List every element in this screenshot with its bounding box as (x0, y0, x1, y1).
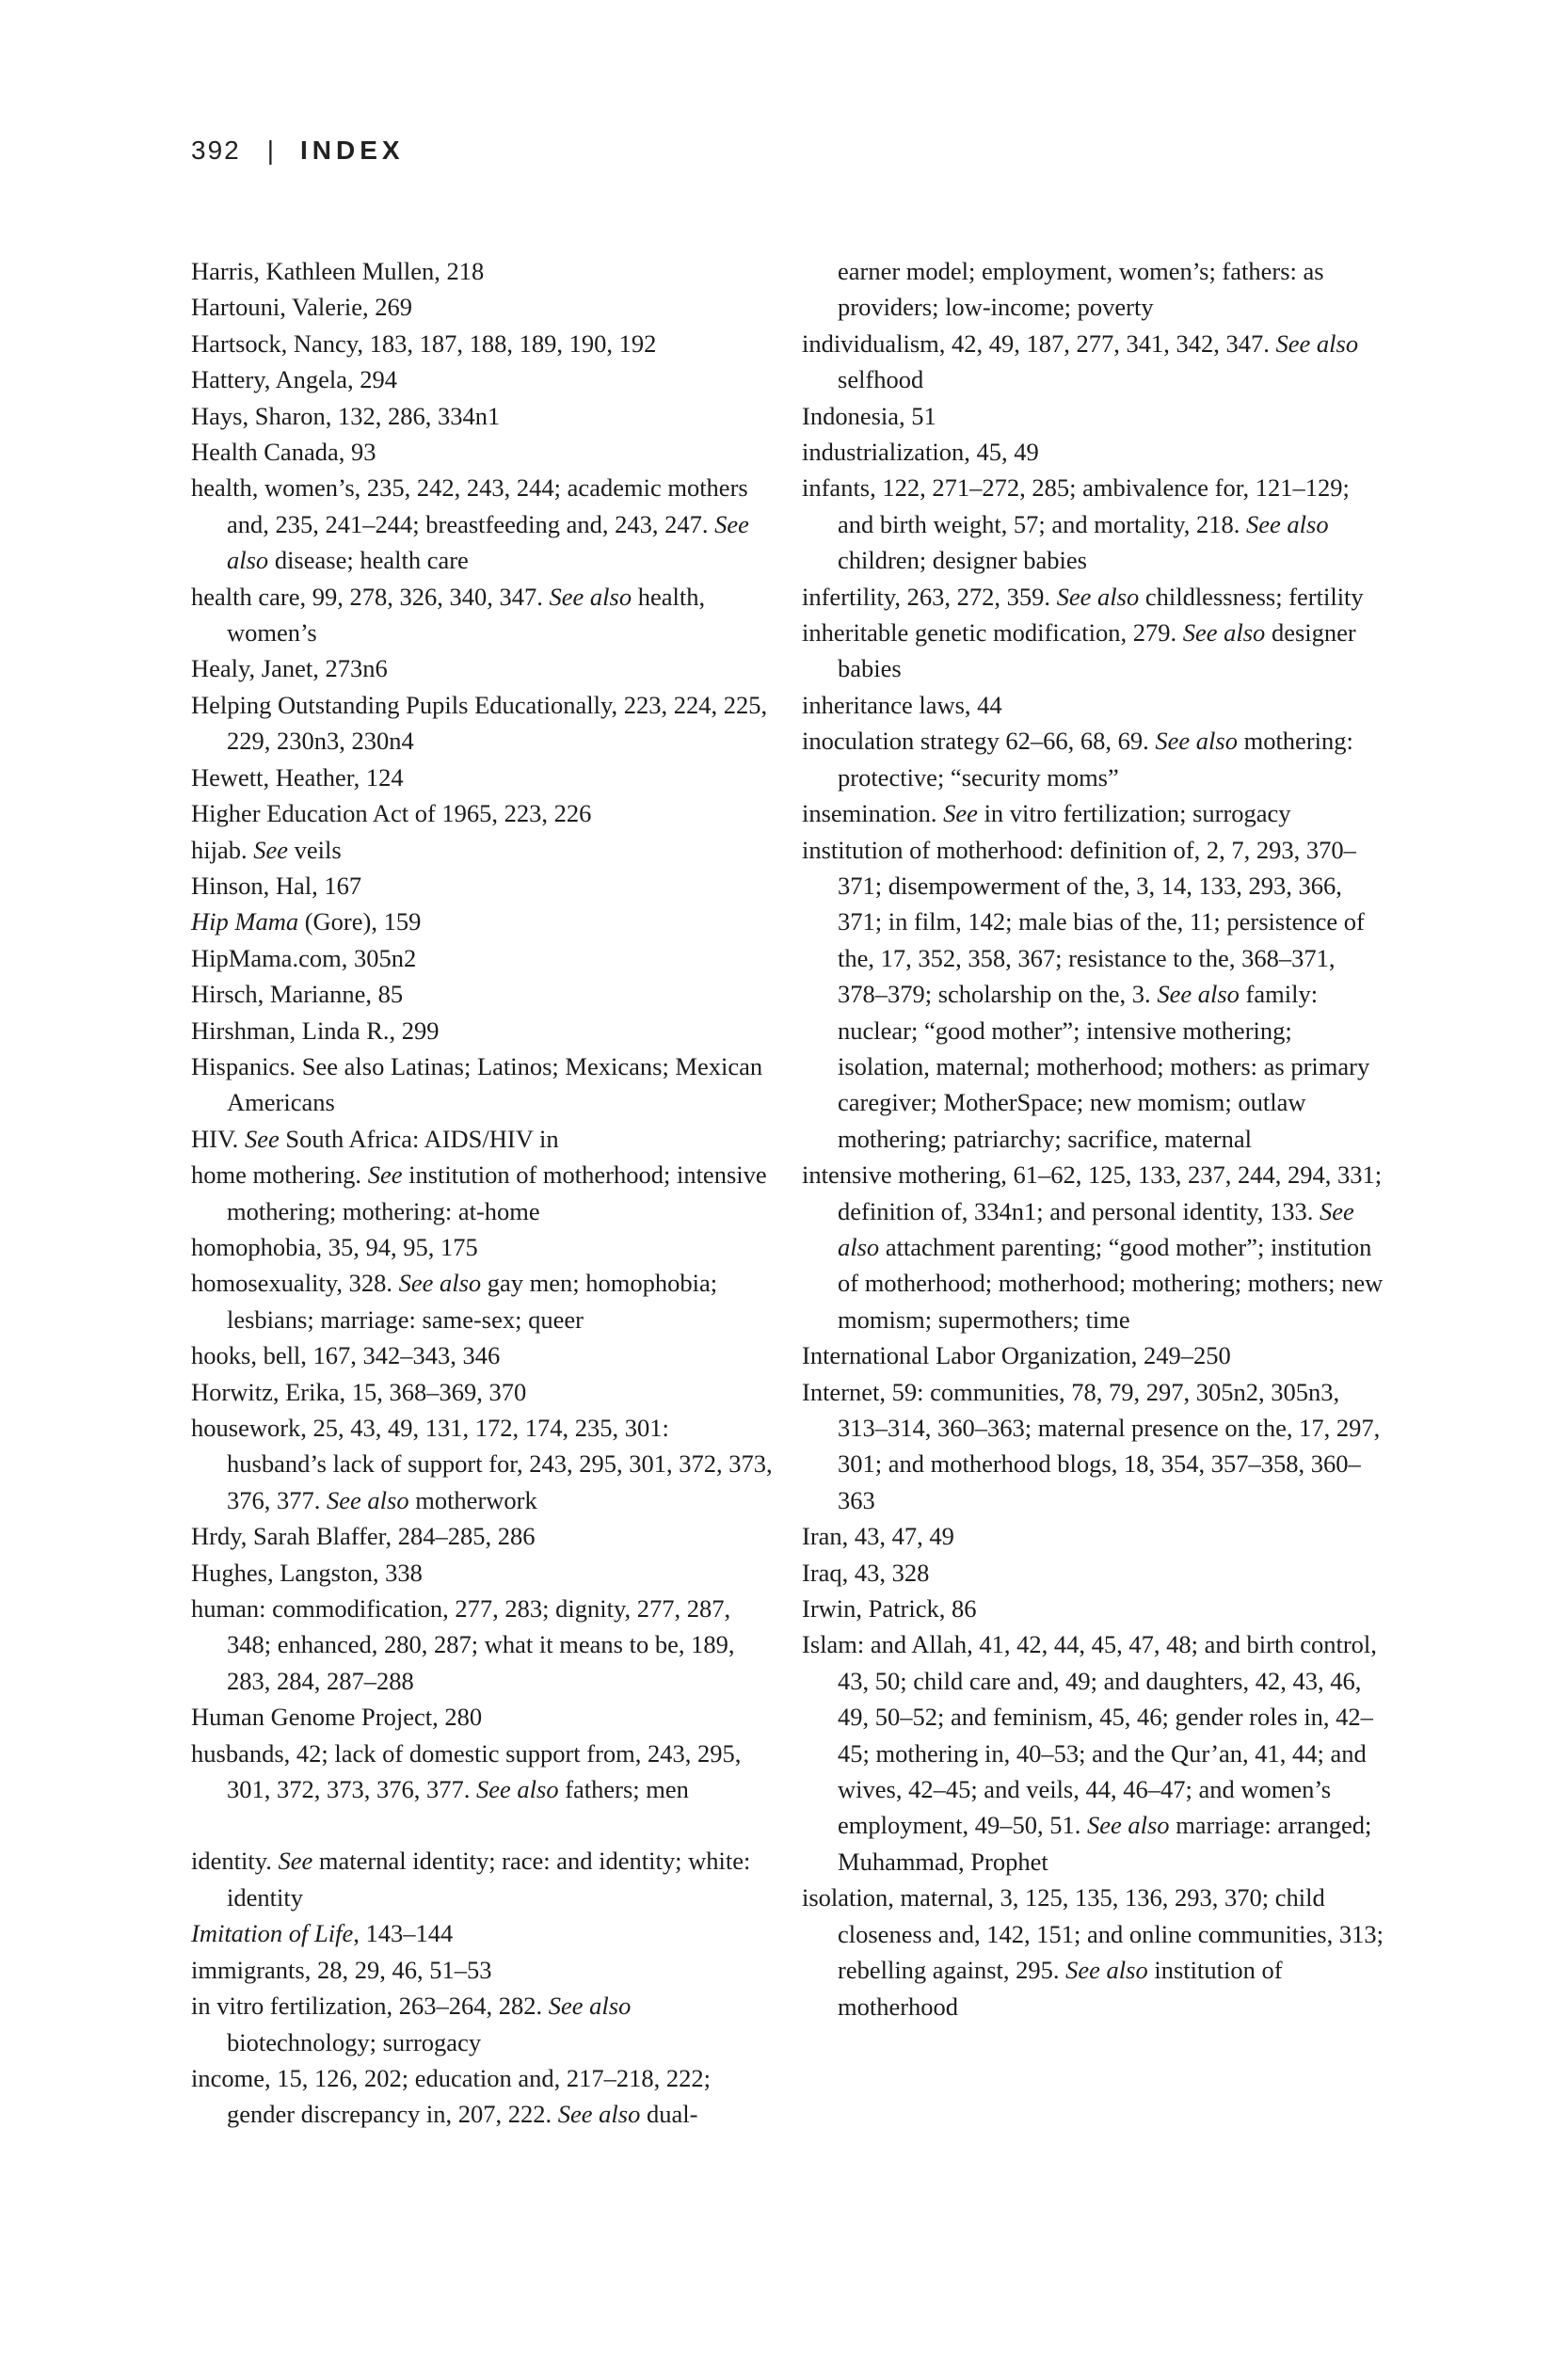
index-entry (191, 361, 775, 397)
index-entry (191, 832, 775, 868)
index-entry-italic-text: See (943, 799, 978, 828)
index-entry (802, 434, 1385, 470)
index-entry-text: inoculation strategy 62–66, 68, 69. (802, 727, 1156, 756)
index-entry (802, 398, 1385, 434)
index-entry-text: institution of motherhood; intensive mothering; mothering: at-home (227, 1160, 767, 1225)
index-entry-text: Internet, 59: communities, 78, 79, 297, 305n2, 305n3, 313–314, 360–363; maternal presence on the, 17, 297, 301; and motherhood blogs, 18, 354, 357–358, 360–363 (802, 1377, 1381, 1514)
index-entry-text: Human Genome Project, 280 (191, 1703, 483, 1732)
index-entry-text: hooks, bell, 167, 342–343, 346 (191, 1341, 501, 1370)
index-entry-italic-text: See also (548, 1992, 632, 2021)
index-entry-text: Horwitz, Erika, 15, 368–369, 370 (191, 1377, 527, 1406)
index-entry (802, 1591, 1385, 1626)
index-entry-text: in vitro fertilization; surrogacy (977, 799, 1291, 828)
index-entry-text: mothering: protective; “security moms” (838, 727, 1353, 792)
index-entry-text: children; designer babies (838, 546, 1087, 575)
index-entry (191, 760, 775, 795)
index-entry-text: Helping Outstanding Pupils Educationally, 223, 224, 225, 229, 230n3, 230n4 (191, 690, 768, 756)
index-entry (191, 1915, 775, 1951)
index-entry-text: in vitro fertilization, 263–264, 282. (191, 1992, 549, 2021)
index-entry-text: veils (288, 835, 342, 864)
index-entry-text: Higher Education Act of 1965, 223, 226 (191, 799, 592, 828)
index-entry-text: International Labor Organization, 249–250 (802, 1341, 1231, 1370)
index-entry-text: maternal identity; race: and identity; white: identity (227, 1847, 751, 1912)
index-entry-text: health, women’s (227, 582, 706, 648)
index-entry-text: , 143–144 (353, 1919, 454, 1948)
index-entry-text: (Gore), 159 (298, 907, 422, 936)
index-entry (191, 976, 775, 1012)
index-entry (191, 1952, 775, 1988)
index-entry (802, 615, 1385, 687)
index-entry (191, 795, 775, 831)
index-entry (191, 1988, 775, 2060)
index-entry-text: institution of motherhood: definition of, 2, 7, 293, 370–371; disempowerment of the, 3, 14, 133, 293, 366, 371; in film, 142; male bias of the, 11; persistence of the, 17, 352, 358, 367; resistance to the, 368–371, 378–379; scholarship on the, 3. (802, 835, 1365, 1009)
index-entry-text: Hirsch, Marianne, 85 (191, 980, 404, 1009)
index-entry (191, 1265, 775, 1337)
index-entry (802, 1555, 1385, 1591)
index-entry-text: industrialization, 45, 49 (802, 438, 1039, 467)
index-entry-text: Hughes, Langston, 338 (191, 1558, 423, 1587)
index-entry-text: Hirshman, Linda R., 299 (191, 1016, 440, 1045)
index-entry (191, 1555, 775, 1591)
index-entry-text: Irwin, Patrick, 86 (802, 1594, 977, 1624)
index-entry-text: Hattery, Angela, 294 (191, 365, 398, 394)
index-entry (191, 470, 775, 578)
index-entry-text: income, 15, 126, 202; education and, 217–218, 222; gender discrepancy in, 207, 222. (191, 2063, 711, 2129)
index-entry (802, 470, 1385, 578)
index-entry-text: family: nuclear; “good mother”; intensive mothering; isolation, maternal; motherhood; mothers: as primary caregiver; MotherSpace; new momism; outlaw mothering; patriarchy; sacrifice, maternal (838, 980, 1370, 1153)
index-entry-text: intensive mothering, 61–62, 125, 133, 237, 244, 294, 331; definition of, 334n1; and personal identity, 133. (802, 1160, 1383, 1225)
index-entry (191, 940, 775, 976)
index-entry (191, 1591, 775, 1699)
index-entry (802, 795, 1385, 831)
index-entry (802, 832, 1385, 1158)
index-entry-text: hijab. (191, 835, 254, 864)
index-entry-text: Hartsock, Nancy, 183, 187, 188, 189, 190, 192 (191, 328, 657, 358)
index-entry-text: dual- (640, 2100, 698, 2129)
index-entry (802, 1518, 1385, 1554)
index-entry (802, 723, 1385, 795)
index-entry-text: homosexuality, 328. (191, 1269, 399, 1298)
index-entry (802, 1880, 1385, 2024)
index-entry-text: infertility, 263, 272, 359. (802, 582, 1057, 611)
index-entry (191, 1048, 775, 1121)
index-entry-text: Indonesia, 51 (802, 401, 936, 430)
index-entry-text: attachment parenting; “good mother”; institution of motherhood; motherhood; mothering; mothers; new momism; supermothers; time (838, 1232, 1384, 1334)
index-entry (191, 1157, 775, 1229)
index-column-right (802, 253, 1385, 2024)
index-entry (191, 1229, 775, 1265)
index-entry-text: Hartouni, Valerie, 269 (191, 293, 413, 322)
index-entry-text: Iraq, 43, 328 (802, 1558, 930, 1587)
index-entry-text: HipMama.com, 305n2 (191, 943, 417, 972)
index-entry-text: inheritable genetic modification, 279. (802, 618, 1183, 648)
index-entry-text: Hispanics. See also Latinas; Latinos; Mexicans; Mexican Americans (191, 1051, 763, 1117)
index-entry-text: identity. (191, 1847, 279, 1876)
index-entry (802, 1374, 1385, 1519)
index-entry (191, 1518, 775, 1554)
index-entry-italic-text: See also (1065, 1956, 1148, 1985)
index-entry-text: immigrants, 28, 29, 46, 51–53 (191, 1955, 492, 1984)
index-entry-text: earner model; employment, women’s; fathers: as providers; low-income; poverty (838, 257, 1324, 322)
index-entry (802, 253, 1385, 326)
index-entry-text: Healy, Janet, 273n6 (191, 654, 388, 683)
index-entry (191, 1121, 775, 1157)
index-entry-text: selfhood (838, 365, 924, 394)
index-entry (191, 868, 775, 904)
index-entry (802, 1157, 1385, 1337)
section-title: INDEX (300, 136, 405, 165)
index-entry (191, 1843, 775, 1915)
index-column-left (191, 253, 775, 2133)
index-entry-text: husbands, 42; lack of domestic support from, 243, 295, 301, 372, 373, 376, 377. (191, 1738, 742, 1804)
index-entry-text: infants, 122, 271–272, 285; ambivalence for, 121–129; and birth weight, 57; and mortality, 218. (802, 473, 1350, 538)
index-entry (191, 2060, 775, 2133)
index-entry (191, 687, 775, 760)
index-entry-italic-text: Imitation of Life (191, 1919, 354, 1948)
index-entry (802, 687, 1385, 723)
index-entry-text: Hays, Sharon, 132, 286, 334n1 (191, 401, 501, 430)
index-entry-text: HIV. (191, 1124, 245, 1153)
index-entry-text: Health Canada, 93 (191, 438, 376, 467)
page-number: 392 (191, 136, 241, 165)
index-entry-italic-text: See also (838, 1196, 1354, 1261)
index-entry-text: childlessness; fertility (1139, 582, 1364, 611)
index-entry-italic-text: See (278, 1847, 313, 1876)
index-entry-text: human: commodification, 277, 283; dignity, 277, 287, 348; enhanced, 280, 287; what it means to be, 189, 283, 284, 287–288 (191, 1594, 735, 1695)
index-entry-italic-text: See also (549, 582, 632, 611)
index-entry-italic-text: See also (1275, 328, 1359, 358)
index-entry-italic-text: See also (227, 509, 749, 575)
index-entry (191, 289, 775, 325)
index-entry (191, 253, 775, 289)
index-entry-text: Iran, 43, 47, 49 (802, 1522, 954, 1551)
index-entry-italic-text: See (253, 835, 289, 864)
index-entry-italic-text: See also (1086, 1811, 1170, 1840)
index-entry-text: individualism, 42, 49, 187, 277, 341, 342, 347. (802, 328, 1276, 358)
index-entry-italic-text: See (244, 1124, 280, 1153)
index-entry (191, 1699, 775, 1735)
index-entry-italic-text: See also (327, 1485, 409, 1514)
index-entry (191, 434, 775, 470)
running-header (191, 136, 405, 166)
index-entry-text: gay men; homophobia; lesbians; marriage: same-sex; queer (227, 1269, 718, 1334)
index-entry-italic-text: Hip Mama (191, 907, 299, 936)
index-entry-text: Harris, Kathleen Mullen, 218 (191, 257, 485, 285)
index-entry-text: health, women’s, 235, 242, 243, 244; academic mothers and, 235, 241–244; breastfeeding and, 243, 247. (191, 473, 748, 538)
index-entry (802, 579, 1385, 615)
index-entry (191, 1374, 775, 1410)
index-entry-italic-text: See also (1246, 509, 1329, 538)
index-entry-text: marriage: arranged; Muhammad, Prophet (838, 1811, 1372, 1876)
index-entry-italic-text: See also (1056, 582, 1140, 611)
index-entry-italic-text: See (367, 1160, 403, 1190)
index-entry-text: institution of motherhood (838, 1956, 1283, 2021)
index-entry-italic-text: See also (1155, 727, 1238, 756)
index-entry (191, 650, 775, 686)
index-entry-text: Hinson, Hal, 167 (191, 871, 362, 900)
index-entry-text: motherwork (408, 1485, 537, 1514)
index-entry-text: Hewett, Heather, 124 (191, 762, 404, 792)
index-entry-italic-text: See also (1182, 618, 1266, 648)
index-entry-text: health care, 99, 278, 326, 340, 347. (191, 582, 550, 611)
index-entry (191, 1337, 775, 1373)
index-entry-italic-text: See also (398, 1269, 482, 1298)
index-entry (191, 398, 775, 434)
index-entry-text: designer babies (838, 618, 1356, 683)
index-entry-text: inheritance laws, 44 (802, 690, 1002, 719)
index-entry (191, 1736, 775, 1808)
index-entry-text: insemination. (802, 799, 944, 828)
index-entry (191, 1410, 775, 1518)
index-entry-text: disease; health care (268, 546, 469, 575)
index-entry-text: South Africa: AIDS/HIV in (279, 1124, 559, 1153)
index-entry-text: Hrdy, Sarah Blaffer, 284–285, 286 (191, 1522, 536, 1551)
index-entry (191, 326, 775, 361)
index-entry (191, 579, 775, 651)
index-entry-text: isolation, maternal, 3, 125, 135, 136, 293, 370; child closeness and, 142, 151; and online communities, 313; rebelling against, 295. (802, 1883, 1384, 1985)
index-entry (802, 326, 1385, 398)
index-entry-italic-text: See also (1157, 980, 1240, 1009)
index-entry (802, 1337, 1385, 1373)
index-entry-text: housework, 25, 43, 49, 131, 172, 174, 235, 301: husband’s lack of support for, 243, 295, 301, 372, 373, 376, 377. (191, 1414, 773, 1514)
index-entry-text: fathers; men (558, 1775, 689, 1804)
index-entry-italic-text: See also (557, 2100, 641, 2129)
index-entry (191, 904, 775, 939)
index-entry-text: biotechnology; surrogacy (227, 2027, 482, 2056)
index-entry-text: homophobia, 35, 94, 95, 175 (191, 1232, 478, 1261)
index-entry (802, 1626, 1385, 1880)
index-entry-italic-text: See also (476, 1775, 559, 1804)
index-entry-text: home mothering. (191, 1160, 368, 1190)
index-entry-text: Islam: and Allah, 41, 42, 44, 45, 47, 48; and birth control, 43, 50; child care and, 49; and daughters, 42, 43, 46, 49, 50–52; and feminism, 45, 46; gender roles in, 42–45; mothering in, 40–53; and the Qur’an, 41, 44; and wives, 42–45; and veils, 44, 46–47; and women’s employment, 49–50, 51. (802, 1630, 1377, 1840)
header-separator: | (266, 136, 276, 165)
index-entry (191, 1013, 775, 1048)
